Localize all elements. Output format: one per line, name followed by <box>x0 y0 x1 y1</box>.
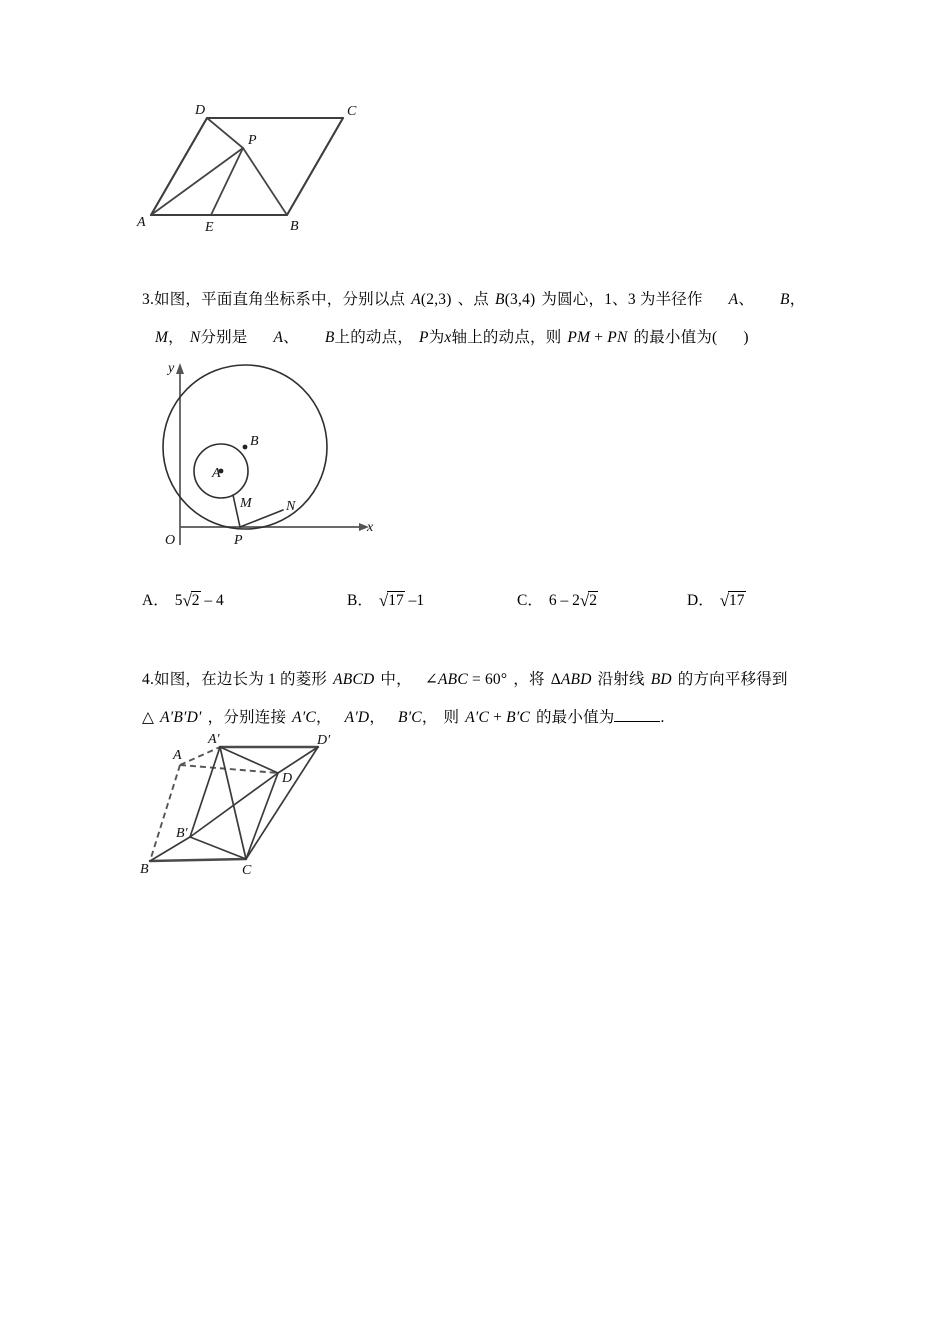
label-p: P <box>234 533 243 548</box>
label-a: A <box>173 748 182 763</box>
question-4-text <box>142 661 862 737</box>
question-4-line-1: 4.如图，在边长为 1 的菱形 ABCD 中， ∠ABC = 60° ，将 ΔABD 沿射线 BD 的方向平移得到 <box>142 671 788 688</box>
label-a-prime: A′ <box>208 733 220 747</box>
segment-ap-d <box>220 747 278 773</box>
figure-parallelogram-abcd <box>135 100 385 245</box>
segment-ap-bp <box>190 747 220 837</box>
question-3-line-1: 3.如图，平面直角坐标系中，分别以点 A(2,3) 、点 B(3,4) 为圆心，1、3 为半径作 A、 B， <box>142 291 806 308</box>
option-b[interactable]: B． √17 –1 <box>347 591 425 610</box>
option-a[interactable]: A． 5√2 – 4 <box>142 591 224 610</box>
y-axis-arrow <box>176 363 184 374</box>
segment-ap-c <box>220 747 246 859</box>
option-d[interactable]: D． √17 <box>687 591 745 610</box>
label-a: A <box>212 466 221 481</box>
label-b: B <box>290 219 299 234</box>
segment-pb <box>243 148 287 215</box>
figure-coordinate-circles <box>155 355 385 555</box>
label-a: A <box>137 215 146 230</box>
segment-dp <box>207 118 243 148</box>
label-c: C <box>242 863 252 878</box>
answer-blank[interactable] <box>614 707 660 722</box>
label-b: B <box>140 862 149 877</box>
question-3-line-2: M， N分别是 A、 B上的动点， P为x轴上的动点，则 PM + PN 的最小值为( ) <box>155 329 749 346</box>
figure-translated-rhombus <box>138 733 358 878</box>
segment-b-c <box>150 859 246 861</box>
label-d-prime: D′ <box>317 733 331 748</box>
segment-da <box>151 118 207 215</box>
segment-d-dp <box>278 747 318 773</box>
label-y-axis: y <box>168 361 175 376</box>
label-p: P <box>248 133 257 148</box>
label-d: D <box>282 771 293 786</box>
question-4-line-2: △ A′B′D′ ，分别连接 A′C， A′D， B′C， 则 A′C + B′C 的最小值为 . <box>142 709 665 726</box>
label-e: E <box>205 220 214 235</box>
label-b-prime: B′ <box>176 826 188 841</box>
segment-pn <box>240 510 283 527</box>
question-3-options <box>142 588 842 616</box>
segment-bc <box>287 118 343 215</box>
option-c[interactable]: C． 6 – 2√2 <box>517 591 597 610</box>
label-c: C <box>347 104 357 119</box>
segment-pm <box>233 495 240 527</box>
segment-a-ap-dashed <box>180 747 220 765</box>
segment-bp-c <box>190 837 246 859</box>
label-origin: O <box>165 533 176 548</box>
figure-3-svg <box>155 355 385 555</box>
question-3-text <box>142 281 842 357</box>
point-b-dot <box>243 445 248 450</box>
label-n: N <box>286 499 296 514</box>
segment-bp-d <box>190 773 278 837</box>
label-b: B <box>250 434 259 449</box>
label-m: M <box>240 496 252 511</box>
segment-pe <box>211 148 243 215</box>
figure-1-svg <box>135 100 385 245</box>
label-x-axis: x <box>367 520 374 535</box>
label-d: D <box>195 103 206 118</box>
segment-ap <box>151 148 243 215</box>
figure-4-svg <box>138 733 358 878</box>
